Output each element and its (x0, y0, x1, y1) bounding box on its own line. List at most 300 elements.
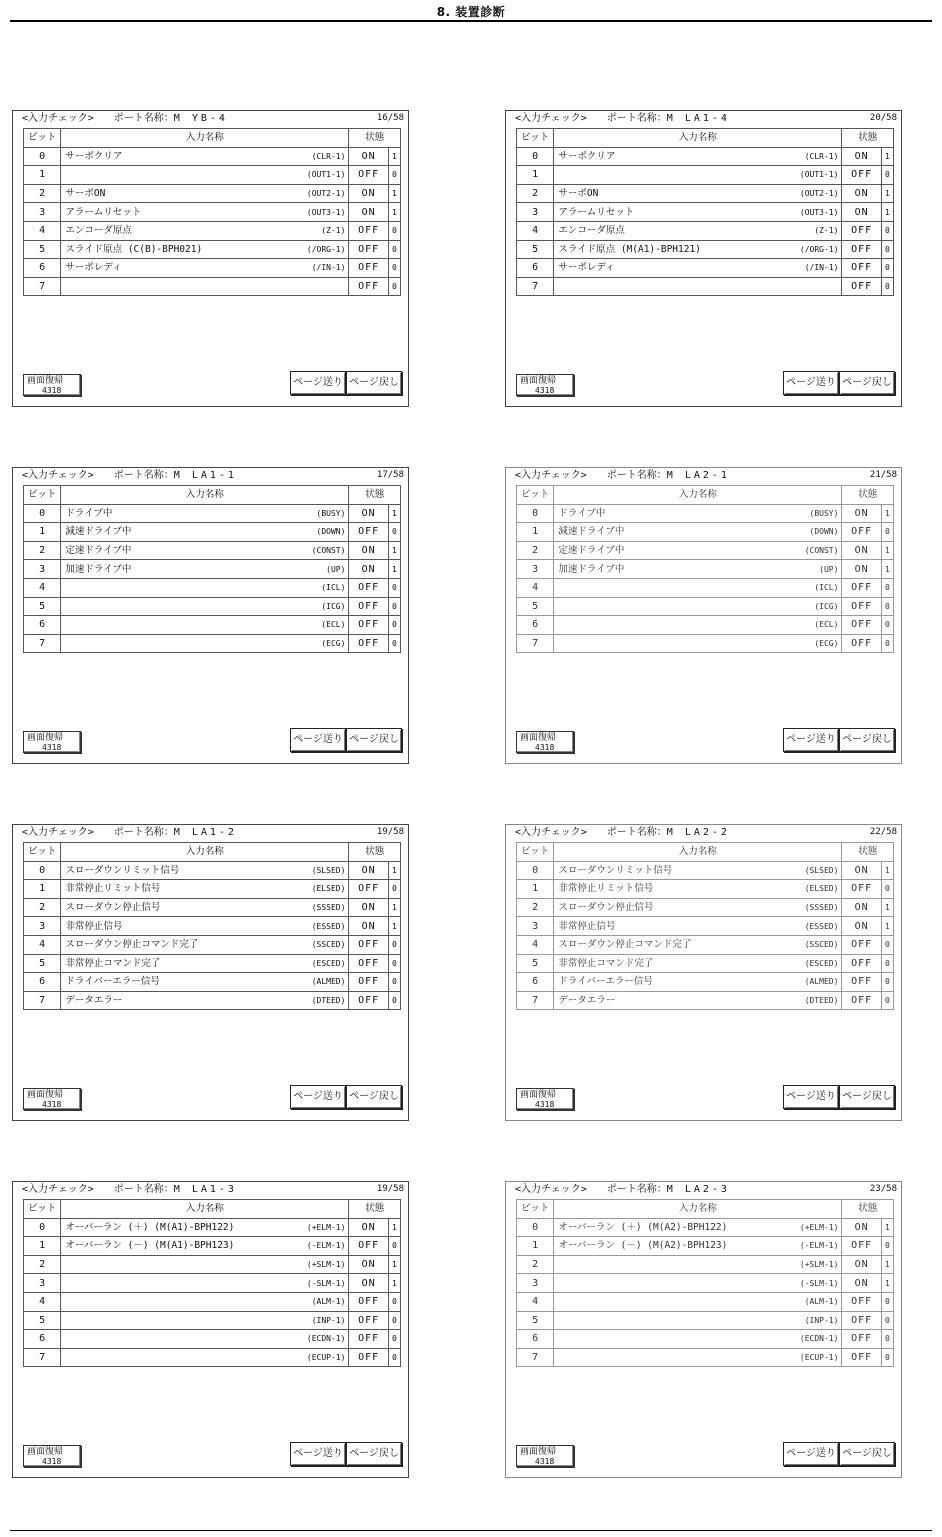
table-row (24, 541, 401, 560)
state-cell: OFF (842, 1330, 881, 1349)
port-label: ポート名称：M (606, 1184, 673, 1195)
state-cell: ON (842, 861, 881, 880)
name-cell: スローダウンリミット信号 (554, 861, 796, 880)
name-cell (61, 1348, 303, 1367)
bit-cell: 5 (24, 954, 61, 973)
io-table (516, 128, 894, 296)
bit-cell: 0 (517, 504, 554, 523)
port-label: ポート名称：M (113, 827, 180, 838)
value-cell: 1 (388, 861, 400, 880)
table-row (24, 560, 401, 579)
state-cell: OFF (842, 597, 881, 616)
table-row (24, 259, 401, 278)
screen-restore-button[interactable] (23, 1088, 81, 1110)
table-header-row (517, 486, 894, 505)
bit-cell: 7 (24, 1348, 61, 1367)
table-row (517, 560, 894, 579)
value-cell: 0 (881, 277, 893, 296)
value-cell: 0 (881, 880, 893, 899)
restore-label: 画面復帰 (27, 376, 64, 386)
value-cell: 1 (388, 1218, 400, 1237)
value-cell: 0 (388, 221, 400, 240)
code-cell: (/ORG-1) (302, 240, 349, 259)
state-cell: ON (349, 184, 388, 203)
page-next-button[interactable]: ページ送り (290, 371, 346, 395)
value-cell: 1 (388, 504, 400, 523)
port-name: LA1-4 (684, 113, 730, 124)
code-cell: (INP-1) (302, 1311, 349, 1330)
page-next-button[interactable]: ページ送り (290, 728, 346, 752)
table-row (24, 1274, 401, 1293)
value-cell: 0 (388, 523, 400, 542)
code-cell: (ICL) (795, 578, 842, 597)
value-cell: 0 (388, 634, 400, 653)
table-row (517, 1330, 894, 1349)
state-cell: OFF (842, 578, 881, 597)
state-cell: OFF (842, 1292, 881, 1311)
name-cell: データエラー (61, 991, 303, 1010)
bit-cell: 4 (517, 221, 554, 240)
input-check-panel-la2-1 (505, 467, 902, 764)
col-name-header: 入力名称 (61, 1200, 349, 1219)
code-cell: (OUT2-1) (302, 184, 349, 203)
col-bit-header: ビット (24, 843, 61, 862)
page-next-button[interactable]: ページ送り (290, 1085, 346, 1109)
value-cell: 0 (881, 221, 893, 240)
table-row (24, 917, 401, 936)
bit-cell: 0 (24, 147, 61, 166)
state-cell: ON (349, 203, 388, 222)
code-cell: (BUSY) (795, 504, 842, 523)
state-cell: OFF (349, 240, 388, 259)
bit-cell: 6 (24, 259, 61, 278)
bit-cell: 3 (517, 203, 554, 222)
state-cell: ON (349, 917, 388, 936)
table-row (517, 259, 894, 278)
name-cell: サーボクリア (61, 147, 303, 166)
bit-cell: 0 (517, 1218, 554, 1237)
code-cell: (ALMED) (795, 973, 842, 992)
bit-cell: 2 (517, 184, 554, 203)
bit-cell: 4 (24, 221, 61, 240)
value-cell: 1 (881, 861, 893, 880)
table-row (24, 1330, 401, 1349)
bit-cell: 2 (517, 898, 554, 917)
panel-header (515, 826, 897, 839)
table-header-row (24, 129, 401, 148)
bit-cell: 5 (24, 597, 61, 616)
table-header-row (517, 843, 894, 862)
value-cell: 1 (388, 898, 400, 917)
page-next-button[interactable]: ページ送り (783, 728, 839, 752)
value-cell: 0 (388, 935, 400, 954)
page-indicator: 19/58 (376, 1184, 404, 1194)
port-name: LA1-2 (191, 827, 237, 838)
code-cell: (ECDN-1) (302, 1330, 349, 1349)
table-row (24, 1218, 401, 1237)
col-state-header: 状態 (842, 843, 894, 862)
code-cell: (ICG) (302, 597, 349, 616)
value-cell: 0 (388, 1311, 400, 1330)
input-check-panel-la2-3 (505, 1181, 902, 1478)
code-cell: (ELSED) (795, 880, 842, 899)
table-row (517, 1218, 894, 1237)
col-state-header: 状態 (349, 843, 401, 862)
state-cell: OFF (349, 597, 388, 616)
value-cell: 1 (388, 541, 400, 560)
bit-cell: 6 (517, 1330, 554, 1349)
table-row (24, 504, 401, 523)
input-check-panel-la1-4 (505, 110, 902, 407)
value-cell: 0 (881, 1237, 893, 1256)
code-cell: (CONST) (795, 541, 842, 560)
state-cell: OFF (349, 221, 388, 240)
bit-cell: 2 (24, 184, 61, 203)
restore-label: 画面復帰 (27, 1447, 64, 1457)
input-check-panel-la1-2 (12, 824, 409, 1121)
name-cell: 加速ドライブ中 (61, 560, 303, 579)
page-title: 8. 装置診断 (436, 5, 506, 19)
state-cell: OFF (842, 935, 881, 954)
code-cell: (OUT3-1) (302, 203, 349, 222)
bit-cell: 5 (517, 597, 554, 616)
state-cell: OFF (842, 1237, 881, 1256)
bit-cell: 6 (517, 973, 554, 992)
state-cell: ON (842, 560, 881, 579)
bit-cell: 4 (517, 578, 554, 597)
page-header (0, 0, 942, 20)
restore-label: 画面復帰 (27, 1090, 64, 1100)
code-cell: (OUT3-1) (795, 203, 842, 222)
restore-code: 4318 (535, 743, 555, 752)
name-cell: 定速ドライブ中 (554, 541, 796, 560)
port-label: ポート名称：M (113, 113, 180, 124)
code-cell: (DTEED) (302, 991, 349, 1010)
value-cell: 0 (881, 1348, 893, 1367)
page-next-button[interactable]: ページ送り (783, 371, 839, 395)
value-cell: 1 (388, 1274, 400, 1293)
screen-title: <入力チェック> (515, 827, 587, 838)
name-cell (554, 1311, 796, 1330)
panel-header (515, 112, 897, 125)
value-cell: 0 (388, 954, 400, 973)
table-row (24, 578, 401, 597)
state-cell: OFF (842, 973, 881, 992)
col-bit-header: ビット (517, 1200, 554, 1219)
page-prev-button[interactable]: ページ戻し (839, 1442, 895, 1466)
screen-title: <入力チェック> (22, 113, 94, 124)
table-row (517, 523, 894, 542)
state-cell: OFF (842, 616, 881, 635)
bit-cell: 3 (517, 1274, 554, 1293)
value-cell: 0 (388, 991, 400, 1010)
value-cell: 0 (881, 597, 893, 616)
name-cell: ドライブ中 (554, 504, 796, 523)
screen-restore-button[interactable] (516, 1088, 574, 1110)
code-cell: (CONST) (302, 541, 349, 560)
header-rule (10, 20, 932, 22)
table-row (517, 597, 894, 616)
io-table (516, 842, 894, 1010)
name-cell: ドライバーエラー信号 (554, 973, 796, 992)
value-cell: 0 (388, 259, 400, 278)
state-cell: OFF (349, 954, 388, 973)
bit-cell: 1 (24, 166, 61, 185)
code-cell: (ICL) (302, 578, 349, 597)
bit-cell: 4 (24, 935, 61, 954)
col-bit-header: ビット (517, 843, 554, 862)
page-indicator: 20/58 (869, 113, 897, 123)
bit-cell: 6 (24, 973, 61, 992)
table-row (24, 277, 401, 296)
state-cell: ON (349, 560, 388, 579)
value-cell: 1 (388, 1255, 400, 1274)
name-cell: サーボクリア (554, 147, 796, 166)
value-cell: 0 (881, 991, 893, 1010)
panel-header (22, 1183, 404, 1196)
table-row (517, 1237, 894, 1256)
code-cell: (ALM-1) (795, 1292, 842, 1311)
bit-cell: 3 (517, 917, 554, 936)
table-row (24, 184, 401, 203)
value-cell: 0 (388, 1348, 400, 1367)
bit-cell: 2 (517, 1255, 554, 1274)
panel-header (22, 469, 404, 482)
table-row (24, 973, 401, 992)
restore-label: 画面復帰 (520, 1447, 557, 1457)
value-cell: 0 (388, 578, 400, 597)
bit-cell: 3 (517, 560, 554, 579)
port-label: ポート名称：M (606, 827, 673, 838)
table-header-row (24, 1200, 401, 1219)
restore-code: 4318 (42, 386, 62, 395)
page-indicator: 22/58 (869, 827, 897, 837)
state-cell: ON (349, 1255, 388, 1274)
bit-cell: 5 (24, 240, 61, 259)
screen-title: <入力チェック> (515, 1184, 587, 1195)
table-row (517, 935, 894, 954)
table-row (24, 1292, 401, 1311)
code-cell: (Z-1) (795, 221, 842, 240)
screen-restore-button[interactable] (516, 374, 574, 396)
name-cell (61, 578, 303, 597)
page-next-button[interactable]: ページ送り (290, 1442, 346, 1466)
input-check-panel-la1-1 (12, 467, 409, 764)
state-cell: ON (349, 1274, 388, 1293)
value-cell: 1 (388, 147, 400, 166)
name-cell: エンコーダ原点 (554, 221, 796, 240)
value-cell: 0 (881, 634, 893, 653)
state-cell: OFF (349, 1311, 388, 1330)
col-name-header: 入力名称 (554, 486, 842, 505)
value-cell: 0 (388, 240, 400, 259)
name-cell (554, 1274, 796, 1293)
restore-code: 4318 (535, 1457, 555, 1466)
table-row (24, 1255, 401, 1274)
code-cell (302, 277, 349, 296)
col-state-header: 状態 (842, 486, 894, 505)
screen-restore-button[interactable] (516, 1445, 574, 1467)
state-cell: OFF (842, 954, 881, 973)
bit-cell: 7 (517, 991, 554, 1010)
state-cell: OFF (349, 880, 388, 899)
value-cell: 1 (881, 1218, 893, 1237)
bit-cell: 1 (24, 523, 61, 542)
value-cell: 1 (881, 203, 893, 222)
page-prev-button[interactable]: ページ戻し (839, 371, 895, 395)
name-cell (61, 277, 303, 296)
code-cell: (DOWN) (302, 523, 349, 542)
col-name-header: 入力名称 (554, 1200, 842, 1219)
value-cell: 0 (881, 954, 893, 973)
value-cell: 1 (881, 1255, 893, 1274)
bit-cell: 6 (24, 1330, 61, 1349)
col-name-header: 入力名称 (554, 843, 842, 862)
state-cell: ON (842, 1255, 881, 1274)
port-name: LA2-1 (684, 470, 730, 481)
port-name: LA2-3 (684, 1184, 730, 1195)
table-row (517, 917, 894, 936)
name-cell (554, 277, 796, 296)
restore-label: 画面復帰 (520, 733, 557, 743)
state-cell: OFF (842, 1311, 881, 1330)
value-cell: 0 (388, 1237, 400, 1256)
page-prev-button[interactable]: ページ戻し (346, 371, 402, 395)
value-cell: 1 (881, 560, 893, 579)
name-cell: スローダウン停止コマンド完了 (554, 935, 796, 954)
col-bit-header: ビット (517, 486, 554, 505)
state-cell: ON (842, 1218, 881, 1237)
code-cell: (-SLM-1) (302, 1274, 349, 1293)
code-cell: (ECUP-1) (302, 1348, 349, 1367)
io-table (516, 485, 894, 653)
bit-cell: 3 (24, 1274, 61, 1293)
name-cell: 非常停止コマンド完了 (61, 954, 303, 973)
name-cell: アラームリセット (554, 203, 796, 222)
page-indicator: 16/58 (376, 113, 404, 123)
col-state-header: 状態 (349, 1200, 401, 1219)
restore-label: 画面復帰 (520, 376, 557, 386)
code-cell: (ECG) (302, 634, 349, 653)
bit-cell: 7 (517, 1348, 554, 1367)
state-cell: ON (349, 861, 388, 880)
table-row (24, 991, 401, 1010)
bit-cell: 0 (24, 504, 61, 523)
name-cell: 減速ドライブ中 (61, 523, 303, 542)
state-cell: ON (842, 147, 881, 166)
col-bit-header: ビット (517, 129, 554, 148)
state-cell: OFF (842, 1348, 881, 1367)
col-bit-header: ビット (24, 486, 61, 505)
code-cell: (ELSED) (302, 880, 349, 899)
bit-cell: 4 (24, 1292, 61, 1311)
state-cell: ON (842, 917, 881, 936)
bit-cell: 2 (24, 1255, 61, 1274)
code-cell: (DOWN) (795, 523, 842, 542)
screen-restore-button[interactable] (516, 731, 574, 753)
page-prev-button[interactable]: ページ戻し (346, 728, 402, 752)
name-cell: サーボON (61, 184, 303, 203)
name-cell (554, 1255, 796, 1274)
io-table (23, 485, 401, 653)
page-next-button[interactable]: ページ送り (783, 1442, 839, 1466)
bit-cell: 1 (24, 880, 61, 899)
state-cell: OFF (349, 166, 388, 185)
restore-label: 画面復帰 (520, 1090, 557, 1100)
page-prev-button[interactable]: ページ戻し (839, 1085, 895, 1109)
bit-cell: 0 (24, 1218, 61, 1237)
bit-cell: 3 (24, 203, 61, 222)
code-cell: (SLSED) (795, 861, 842, 880)
code-cell: (DTEED) (795, 991, 842, 1010)
table-row (24, 616, 401, 635)
state-cell: OFF (842, 240, 881, 259)
code-cell: (CLR-1) (302, 147, 349, 166)
bit-cell: 4 (24, 578, 61, 597)
restore-code: 4318 (42, 743, 62, 752)
bit-cell: 1 (517, 880, 554, 899)
table-row (517, 991, 894, 1010)
value-cell: 1 (881, 1274, 893, 1293)
table-row (24, 898, 401, 917)
panel-header (515, 469, 897, 482)
table-row (24, 1348, 401, 1367)
code-cell: (OUT1-1) (795, 166, 842, 185)
name-cell (554, 616, 796, 635)
name-cell: 非常停止リミット信号 (61, 880, 303, 899)
value-cell: 0 (388, 597, 400, 616)
page-prev-button[interactable]: ページ戻し (346, 1085, 402, 1109)
port-label: ポート名称：M (113, 470, 180, 481)
value-cell: 0 (388, 1330, 400, 1349)
page-prev-button[interactable]: ページ戻し (346, 1442, 402, 1466)
table-row (24, 221, 401, 240)
bit-cell: 7 (24, 277, 61, 296)
value-cell: 0 (881, 240, 893, 259)
name-cell: 非常停止信号 (61, 917, 303, 936)
state-cell: OFF (842, 880, 881, 899)
bit-cell: 0 (517, 147, 554, 166)
panel-header (515, 1183, 897, 1196)
value-cell: 1 (881, 898, 893, 917)
footer-rule (10, 1530, 932, 1531)
port-label: ポート名称：M (113, 1184, 180, 1195)
table-row (517, 184, 894, 203)
table-row (24, 634, 401, 653)
name-cell (554, 634, 796, 653)
value-cell: 1 (881, 184, 893, 203)
port-name: LA1-3 (191, 1184, 237, 1195)
name-cell: スローダウン停止コマンド完了 (61, 935, 303, 954)
screen-restore-button[interactable] (23, 374, 81, 396)
state-cell: OFF (349, 973, 388, 992)
value-cell: 0 (388, 277, 400, 296)
page-prev-button[interactable]: ページ戻し (839, 728, 895, 752)
port-name: LA2-2 (684, 827, 730, 838)
page-next-button[interactable]: ページ送り (783, 1085, 839, 1109)
screen-restore-button[interactable] (23, 731, 81, 753)
screen-restore-button[interactable] (23, 1445, 81, 1467)
code-cell: (ESSED) (795, 917, 842, 936)
table-row (517, 880, 894, 899)
code-cell: (BUSY) (302, 504, 349, 523)
value-cell: 1 (881, 147, 893, 166)
code-cell: (-ELM-1) (795, 1237, 842, 1256)
code-cell: (SSSED) (795, 898, 842, 917)
col-bit-header: ビット (24, 1200, 61, 1219)
name-cell: オーバーラン (－) (M(A1)-BPH123) (61, 1237, 303, 1256)
name-cell (554, 578, 796, 597)
